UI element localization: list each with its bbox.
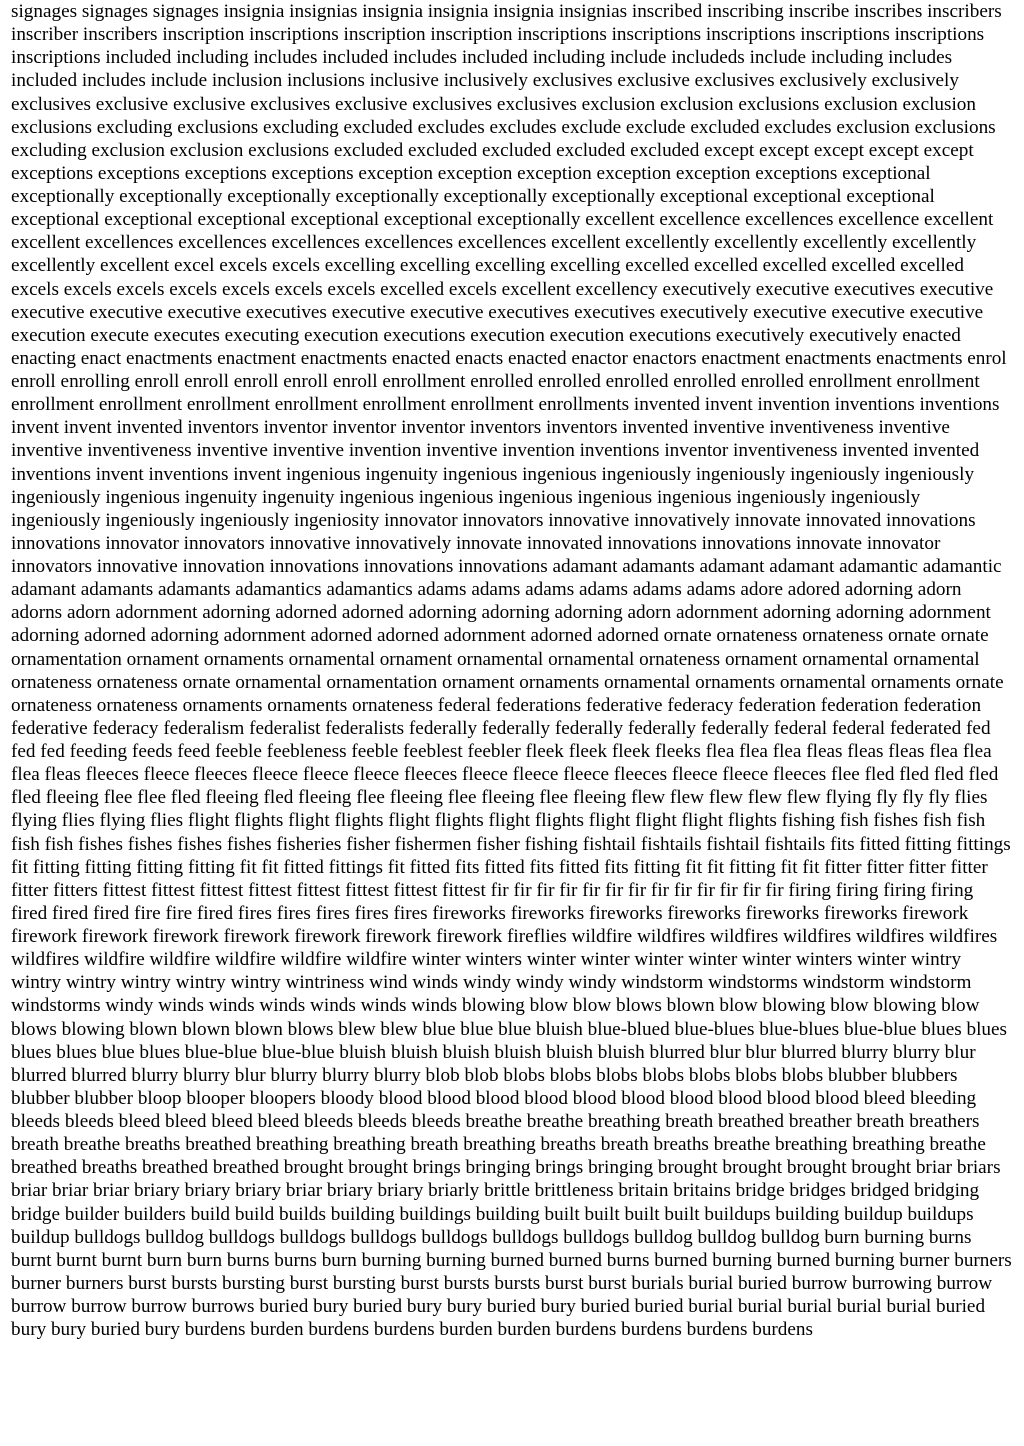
body-text-paragraph: signages signages signages insignia insignias insignia insignia insignia insignias inscribed inscribing inscribe inscribes inscribers inscriber inscribers inscription inscriptions inscription inscription inscriptions inscriptions inscriptions inscriptions inscriptions inscriptions included including includes included includes included including include includeds include including includes included includes include inclusion inclusions inclusive inclusively exclusives exclusive exclusives exclusively exclusively exclusives exclusive exclusive exclusives exclusive exclusives exclusives exclusion exclusion exclusions exclusion exclusion exclusions excluding exclusions excluding excluded excludes excludes exclude exclude excluded excludes exclusion exclusions excluding exclusion exclusion exclusions excluded excluded excluded excluded excluded except except except except except exceptions exceptions exceptions exceptions exception exception exception exception exception exceptions exceptional exceptionally exceptionally exceptionally exceptionally exceptionally exceptionally exceptional exceptional exceptional exceptional exceptional exceptional exceptional exceptional exceptionally excellent excellence excellences excellence excellent excellent excellences excellences excellences excellences excellences excellent excellently excellently excellently excellently excellently excellent excel excels excels excelling excelling excelling excelling excelled excelled excelled excelled excelled excels excels excels excels excels excels excels excelled excels excellent excellency executively executive executives executive executive executive executive executives executive executive executives executives executively executive executive executive execution execute executes executing execution executions execution execution executions executively executively enacted enacting enact enactments enactment enactments enacted enacts enacted enactor enactors enactment enactments enactments enrol enroll enrolling enroll enroll enroll enroll enroll enrollment enrolled enrolled enrolled enrolled enrolled enrollment enrollment enrollment enrollment enrollment enrollment enrollment enrollment enrollments invented invent invention inventions inventions invent invent invented inventors inventor inventor inventor inventors inventors invented inventive inventiveness inventive inventive inventiveness inventive inventive invention inventive invention inventions inventor inventiveness invented invented inventions invent inventions invent ingenious ingenuity ingenious ingenious ingeniously ingeniously ingeniously ingeniously ingeniously ingenious ingenuity ingenuity ingenious ingenious ingenious ingenious ingenious ingeniously ingeniously ingeniously ingeniously ingeniously ingeniosity innovator innovators innovative innovatively innovate innovated innovations innovations innovator innovators innovative innovatively innovate innovated innovations innovations innovate innovator innovators innovative innovation innovations innovations innovations adamant adamants adamant adamant adamantic adamantic adamant adamants adamants adamantics adamantics adams adams adams adams adams adams adore adored adorning adorn adorns adorn adornment adorning adorned adorned adorning adorning adorning adorn adornment adorning adorning adornment adorning adorned adorning adornment adorned adorned adornment adorned adorned ornate ornateness ornateness ornate ornate ornamentation ornament ornaments ornamental ornament ornamental ornamental ornateness ornament ornamental ornamental ornateness ornateness ornate ornamental ornamentation ornament ornaments ornamental ornaments ornamental ornaments ornate ornateness ornateness ornaments ornaments ornateness federal federations federative federacy federation federation federation federative federacy federalism federalist federalists federally federally federally federally federally federal federal federated fed fed fed feeding feeds feed feeble feebleness feeble feeblest feebler fleek fleek fleek fleeks flea flea flea fleas fleas fleas flea flea flea fleas fleeces fleece fleeces fleece fleece fleece fleeces fleece fleece fleece fleeces fleece fleece fleeces flee fled fled fled fled fled fleeing flee flee fled fleeing fled fleeing flee fleeing flee fleeing flee fleeing flew flew flew flew flew flying fly fly fly flies flying flies flying flies flight flights flight flights flight flights flight flights flight flight flight flights fishing fish fishes fish fish fish fish fishes fishes fishes fishes fisheries fisher fishermen fisher fishing fishtail fishtails fishtail fishtails fits fitted fitting fittings fit fitting fitting fitting fitting fit fit fitted fittings fit fitted fits fitted fits fitted fits fitting fit fit fitting fit fit fitter fitter fitter fitter fitter fitters fittest fittest fittest fittest fittest fittest fittest fittest fir fir fir fir fir fir fir fir fir fir fir fir fir firing firing firing firing fired fired fired fire fire fired fires fires fires fires fires fireworks fireworks fireworks fireworks fireworks fireworks firework firework firework firework firework firework firework firework fireflies wildfire wildfires wildfires wildfires wildfires wildfires wildfires wildfire wildfire wildfire wildfire wildfire winter winters winter winter winter winter winter winters winter wintry wintry wintry wintry wintry wintry wintriness wind winds windy windy windy windstorm windstorms windstorm windstorm windstorms windy winds winds winds winds winds winds blowing blow blow blows blown blow blowing blow blowing blow blows blowing blown blown blown blows blew blew blue blue blue bluish blue-blued blue-blues blue-blues blue-blue blues blues blues blues blue blues blue-blue blue-blue bluish bluish bluish bluish bluish bluish blurred blur blur blurred blurry blurry blur blurred blurred blurry blurry blur blurry blurry blurry blob blob blobs blobs blobs blobs blobs blobs blobs blubber blubbers blubber blubber bloop blooper bloopers bloody blood blood blood blood blood blood blood blood blood blood bleed bleeding bleeds bleeds bleed bleed bleed bleed bleeds bleeds bleeds breathe breathe breathing breath breathed breather breath breathers breath breathe breaths breathed breathing breathing breath breathing breaths breath breaths breathe breathing breathing breathe breathed breaths breathed breathed brought brought brings bringing brings bringing brought brought brought brought briar briars briar briar briar briary briary briary briar briary briary briarly brittle brittleness britain britains bridge bridges bridged bridging bridge builder builders build build builds building buildings building built built built built buildups building buildup buildups buildup bulldogs bulldog bulldogs bulldogs bulldogs bulldogs bulldogs bulldogs bulldog bulldog bulldog burn burning burns burnt burnt burnt burn burn burns burns burn burning burning burned burned burns burned burning burned burning burner burners burner burners burst bursts bursting burst bursting burst bursts bursts burst burst burials burial buried burrow burrowing burrow burrow burrow burrow burrows buried bury buried bury bury buried bury buried buried burial burial burial burial burial buried bury bury buried bury burdens burden burdens burdens burden burden burdens burdens burdens burdens [11, 1, 1012, 1341]
